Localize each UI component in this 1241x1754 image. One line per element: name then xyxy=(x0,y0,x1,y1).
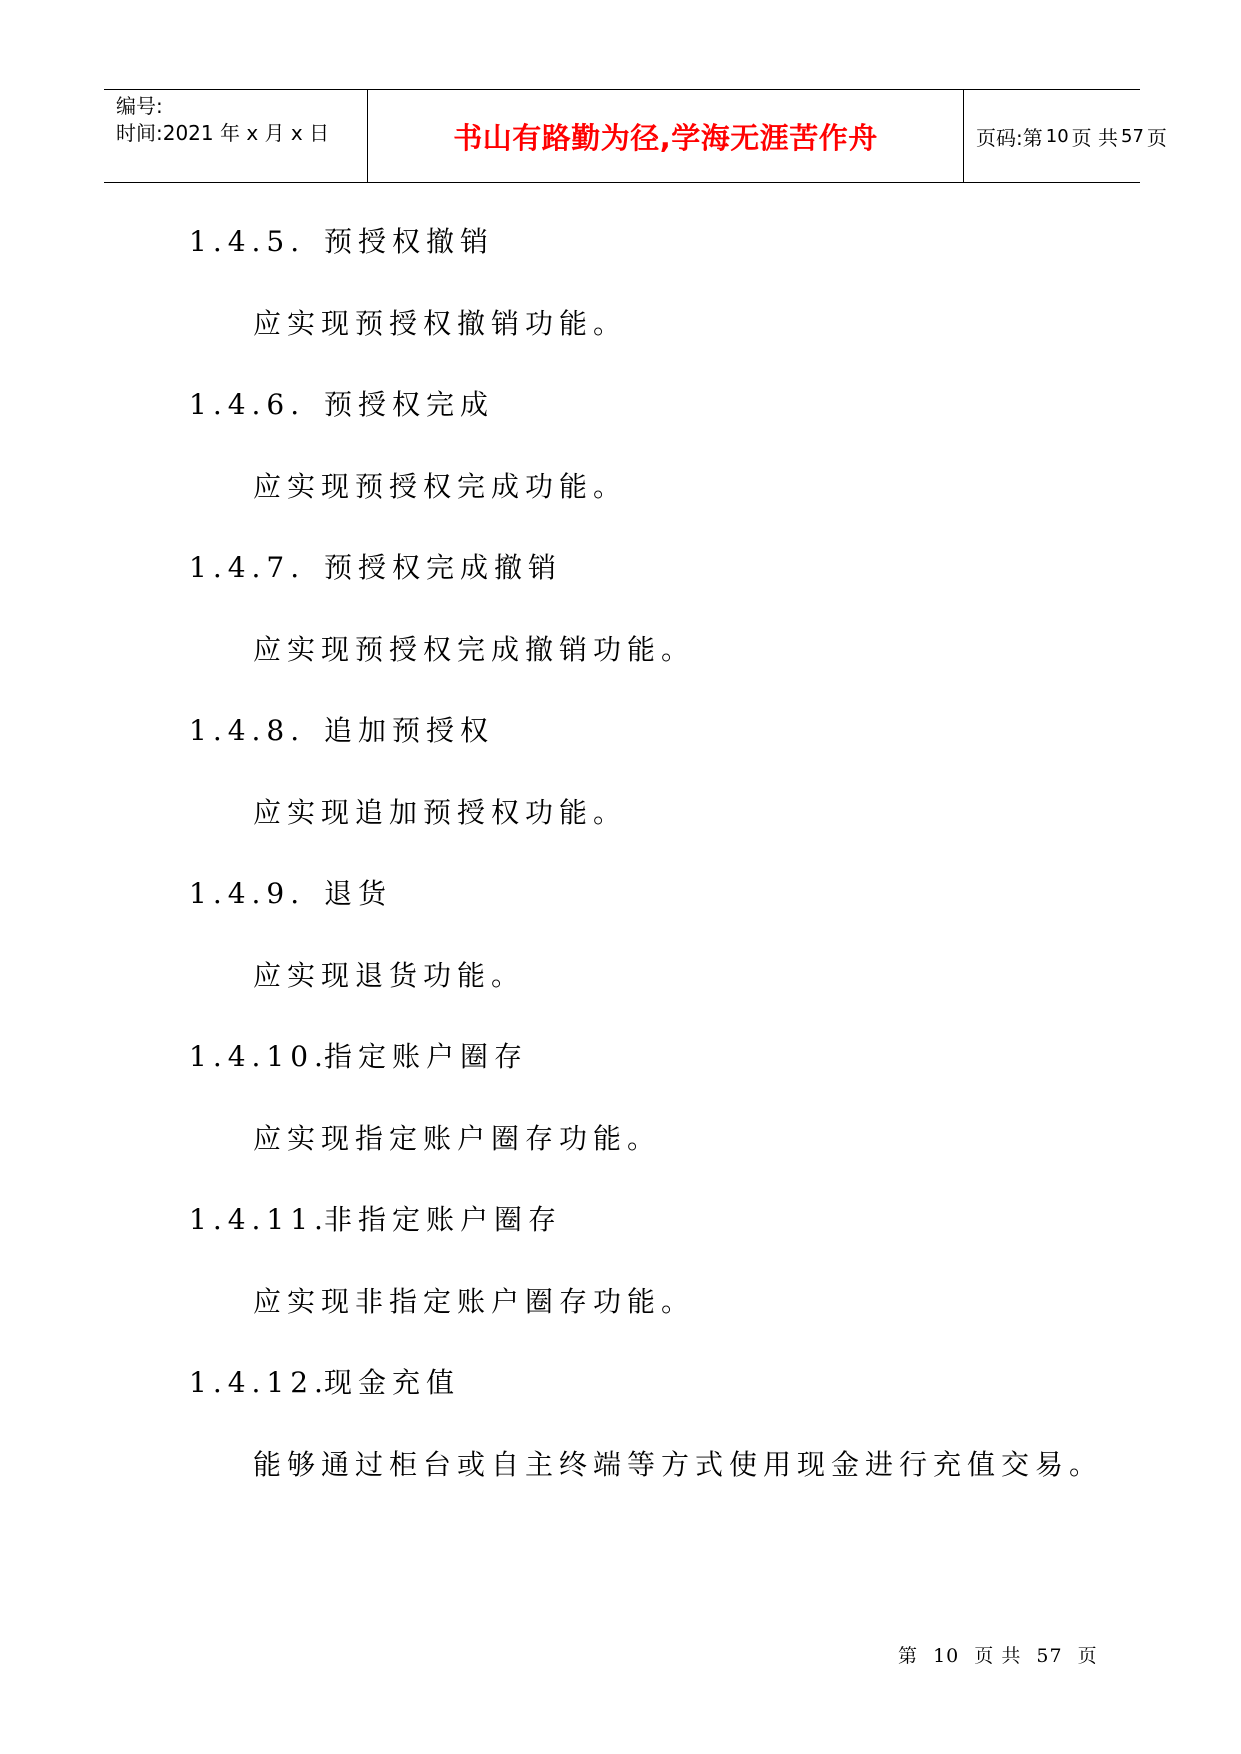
header-page-label: 页码:第 xyxy=(976,125,1043,150)
section-title: 现金充值 xyxy=(324,1366,461,1399)
section-title: 非指定账户圈存 xyxy=(324,1203,563,1236)
document-number-label: 编号: xyxy=(116,94,163,118)
document-time-label: 时间:2021 年 x 月 x 日 xyxy=(116,121,330,145)
section-number: 1.4.8. xyxy=(189,714,306,747)
section-title: 追加预授权 xyxy=(324,714,495,747)
header-page-end: 页 xyxy=(1146,125,1167,150)
section-number: 1.4.7. xyxy=(189,551,306,584)
page-footer xyxy=(898,1641,1106,1668)
section-body: 应实现预授权撤销功能。 xyxy=(253,307,628,340)
section-body: 应实现预授权完成撤销功能。 xyxy=(253,633,696,666)
footer-page-total: 57 xyxy=(1036,1645,1063,1667)
section-title: 退货 xyxy=(324,877,393,910)
section-title: 预授权撤销 xyxy=(324,225,495,258)
section-title: 指定账户圈存 xyxy=(324,1040,529,1073)
footer-page-number: 10 xyxy=(933,1645,960,1667)
section-number: 1.4.10. xyxy=(189,1040,329,1073)
header-meta xyxy=(104,90,368,182)
page-header xyxy=(104,89,1167,183)
header-page-number: 10 xyxy=(1045,125,1069,147)
section-body: 应实现指定账户圈存功能。 xyxy=(253,1122,662,1155)
footer-suffix: 页 xyxy=(1077,1645,1098,1667)
footer-prefix: 第 xyxy=(898,1645,919,1667)
section-number: 1.4.6. xyxy=(189,388,306,421)
section-number: 1.4.5. xyxy=(189,225,306,258)
header-page-total: 57 xyxy=(1121,125,1144,147)
section-body: 应实现非指定账户圈存功能。 xyxy=(253,1285,696,1318)
section-number: 1.4.11. xyxy=(189,1203,329,1236)
footer-mid: 页 共 xyxy=(974,1645,1022,1667)
header-page-mid: 页 共 xyxy=(1071,125,1119,150)
section-number: 1.4.12. xyxy=(189,1366,329,1399)
section-body: 应实现追加预授权功能。 xyxy=(253,796,628,829)
section-title: 预授权完成 xyxy=(324,388,495,421)
section-title: 预授权完成撤销 xyxy=(324,551,563,584)
header-page-info xyxy=(964,90,1167,182)
section-number: 1.4.9. xyxy=(189,877,306,910)
section-body: 应实现预授权完成功能。 xyxy=(253,470,628,503)
header-motto: 书山有路勤为径,学海无涯苦作舟 xyxy=(368,90,964,182)
section-body: 应实现退货功能。 xyxy=(253,959,526,992)
section-body: 能够通过柜台或自主终端等方式使用现金进行充值交易。 xyxy=(253,1448,1104,1481)
